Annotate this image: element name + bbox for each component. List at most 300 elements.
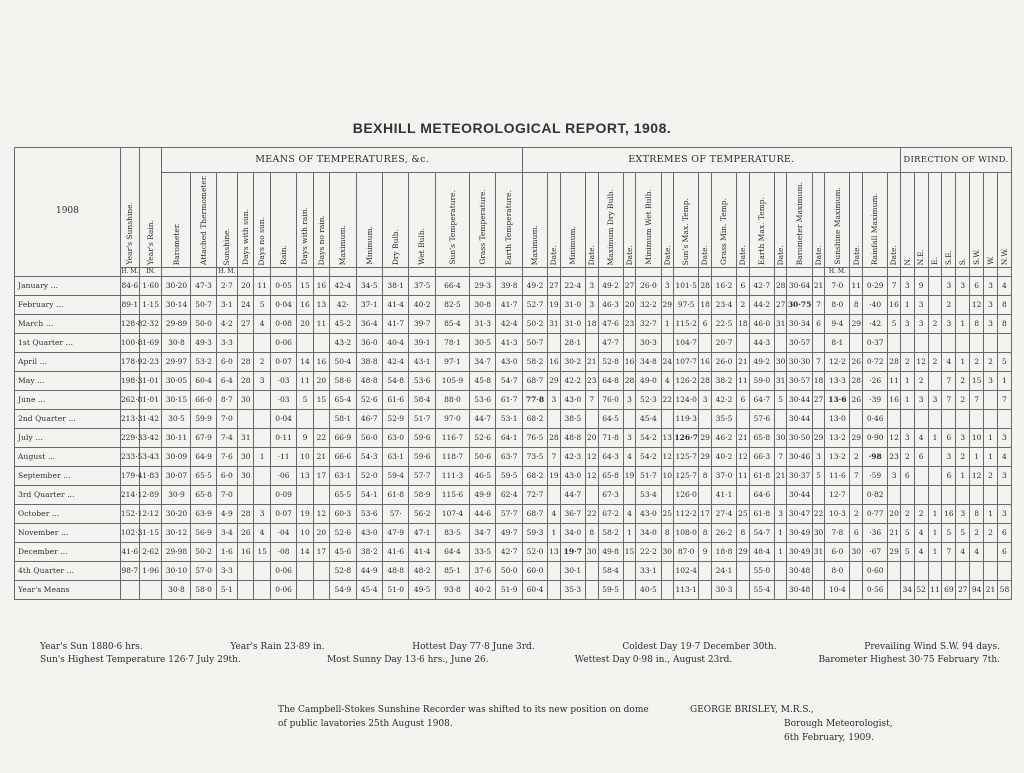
- table-cell: [942, 485, 956, 504]
- table-cell: 1·96: [139, 561, 162, 580]
- table-cell: 41·7: [383, 314, 409, 333]
- table-cell: [297, 409, 313, 428]
- table-cell: 29: [737, 542, 750, 561]
- table-cell: 38·1: [383, 276, 409, 295]
- table-cell: 30·8: [162, 580, 191, 599]
- table-cell: [585, 580, 598, 599]
- table-cell: 12·7: [825, 485, 850, 504]
- table-cell: 64·8: [598, 371, 623, 390]
- table-cell: [313, 409, 329, 428]
- table-cell: 4: [623, 504, 636, 523]
- table-cell: 102·4: [674, 561, 699, 580]
- means-column-label: Days with rain.: [300, 207, 310, 266]
- table-cell: 38·2: [356, 542, 382, 561]
- table-cell: 124·0: [674, 390, 699, 409]
- table-cell: 98·7: [120, 561, 139, 580]
- extremes-unit-cell: [522, 267, 547, 276]
- table-cell: 41·6: [383, 542, 409, 561]
- table-cell: [737, 561, 750, 580]
- table-cell: 7·0: [825, 276, 850, 295]
- wind-column-label: S.: [957, 257, 967, 266]
- table-cell: 41·4: [383, 295, 409, 314]
- row-label: March ...: [15, 314, 121, 333]
- table-cell: 52·8: [598, 352, 623, 371]
- table-cell: 1·69: [139, 333, 162, 352]
- table-cell: [984, 390, 998, 409]
- table-cell: 1: [548, 523, 561, 542]
- table-cell: 27·4: [711, 504, 736, 523]
- table-cell: 59·5: [598, 580, 623, 599]
- table-cell: 4: [997, 276, 1011, 295]
- table-cell: 20: [297, 314, 313, 333]
- table-cell: 28: [699, 276, 712, 295]
- means-unit-cell: H. M.: [216, 267, 237, 276]
- table-cell: 30: [774, 428, 787, 447]
- table-cell: 12: [914, 352, 928, 371]
- table-cell: 2: [900, 504, 914, 523]
- table-cell: 4·2: [216, 314, 237, 333]
- means-unit-cell: [383, 267, 409, 276]
- table-cell: ·40: [863, 295, 888, 314]
- header-row-columns: [15, 173, 1012, 268]
- table-cell: 2: [914, 504, 928, 523]
- table-cell: 68·2: [522, 466, 547, 485]
- table-cell: 36·0: [356, 333, 382, 352]
- table-cell: 26·0: [636, 276, 661, 295]
- table-cell: 52·0: [356, 466, 382, 485]
- table-cell: [254, 390, 270, 409]
- table-cell: 6: [812, 314, 825, 333]
- table-cell: 50·0: [496, 561, 522, 580]
- row-label: August ...: [15, 447, 121, 466]
- table-cell: 3: [984, 295, 998, 314]
- table-cell: 3: [548, 390, 561, 409]
- row-label: May ...: [15, 371, 121, 390]
- table-cell: 65·5: [330, 485, 356, 504]
- table-cell: [928, 561, 942, 580]
- table-cell: 0·37: [863, 333, 888, 352]
- table-cell: 31: [774, 314, 787, 333]
- table-cell: 41·7: [496, 295, 522, 314]
- table-cell: [699, 485, 712, 504]
- table-cell: 36·4: [356, 314, 382, 333]
- table-cell: [238, 580, 254, 599]
- table-cell: 0·29: [863, 276, 888, 295]
- table-cell: 33·1: [636, 561, 661, 580]
- table-cell: 4: [661, 371, 674, 390]
- signatory-title: Borough Meteorologist,: [784, 719, 893, 729]
- table-cell: 34·8: [636, 352, 661, 371]
- table-cell: 29: [850, 314, 863, 333]
- table-cell: [888, 485, 901, 504]
- means-column-header: [297, 173, 313, 268]
- table-cell: 2: [928, 352, 942, 371]
- table-cell: 57·7: [496, 504, 522, 523]
- table-cell: 115·6: [435, 485, 469, 504]
- table-cell: 6·0: [216, 352, 237, 371]
- table-cell: [984, 542, 998, 561]
- wind-column-label: N.E.: [916, 248, 926, 266]
- table-cell: 69: [942, 580, 956, 599]
- extremes-unit-cell: [850, 267, 863, 276]
- table-cell: 52·6: [469, 428, 495, 447]
- table-cell: 47·7: [598, 333, 623, 352]
- means-unit-cell: [469, 267, 495, 276]
- means-unit-cell: [254, 267, 270, 276]
- table-cell: 9·4: [825, 314, 850, 333]
- table-cell: [548, 409, 561, 428]
- table-cell: ·26: [863, 371, 888, 390]
- extremes-column-label: Maximum Dry Bulb.: [605, 188, 615, 266]
- table-cell: 8: [970, 314, 984, 333]
- table-cell: 63·1: [330, 466, 356, 485]
- table-cell: 46·2: [711, 428, 736, 447]
- table-cell: 61·8: [749, 466, 774, 485]
- table-cell: 97·5: [674, 295, 699, 314]
- table-cell: 1: [956, 314, 970, 333]
- table-cell: 8: [661, 523, 674, 542]
- extremes-column-header: [749, 173, 774, 268]
- table-cell: 38·8: [356, 352, 382, 371]
- table-cell: 3: [585, 276, 598, 295]
- table-cell: 47·1: [409, 523, 435, 542]
- row-label: 1st Quarter ...: [15, 333, 121, 352]
- table-cell: 7·0: [216, 409, 237, 428]
- table-cell: 66·4: [435, 276, 469, 295]
- table-cell: 52: [914, 580, 928, 599]
- table-cell: 5: [900, 542, 914, 561]
- table-cell: ·39: [863, 390, 888, 409]
- table-cell: 7: [942, 542, 956, 561]
- means-unit-cell: [238, 267, 254, 276]
- table-cell: [623, 333, 636, 352]
- table-cell: 7·6: [216, 447, 237, 466]
- table-cell: 68·7: [522, 504, 547, 523]
- extremes-unit-cell: [749, 267, 774, 276]
- table-cell: 2: [850, 504, 863, 523]
- table-cell: 72·7: [522, 485, 547, 504]
- table-cell: [956, 295, 970, 314]
- table-cell: 30·20: [162, 504, 191, 523]
- wind-column-label: S.W.: [971, 249, 981, 266]
- means-unit-cell: [191, 267, 216, 276]
- row-label: November ...: [15, 523, 121, 542]
- month-row: [15, 295, 1012, 314]
- table-cell: 5: [900, 523, 914, 542]
- table-cell: 5: [774, 390, 787, 409]
- table-cell: ·03: [270, 371, 296, 390]
- table-cell: 9: [914, 276, 928, 295]
- table-cell: [914, 409, 928, 428]
- table-cell: 1: [928, 542, 942, 561]
- extremes-unit-cell: [711, 267, 736, 276]
- table-cell: 64·7: [749, 390, 774, 409]
- table-cell: 37·6: [469, 561, 495, 580]
- table-cell: 31: [548, 314, 561, 333]
- table-cell: 39·7: [409, 314, 435, 333]
- extremes-column-label: Date.: [624, 244, 634, 266]
- extremes-column-header: [774, 173, 787, 268]
- table-cell: 68·2: [522, 409, 547, 428]
- table-cell: [623, 561, 636, 580]
- row-label: 4th Quarter ...: [15, 561, 121, 580]
- table-cell: 44·2: [749, 295, 774, 314]
- table-cell: 30·07: [162, 466, 191, 485]
- means-column-label: Barometer.: [171, 222, 181, 266]
- table-cell: 2·89: [139, 485, 162, 504]
- extremes-column-label: Date.: [586, 244, 596, 266]
- table-cell: ·67: [863, 542, 888, 561]
- table-cell: 39·1: [409, 333, 435, 352]
- table-cell: 5: [956, 523, 970, 542]
- table-cell: 30: [238, 466, 254, 485]
- table-cell: 3: [956, 504, 970, 523]
- table-cell: 3: [942, 447, 956, 466]
- summary-footer: [40, 641, 1000, 667]
- table-cell: 11: [254, 276, 270, 295]
- table-cell: 55·4: [749, 580, 774, 599]
- means-column-header: [313, 173, 329, 268]
- table-cell: 21: [984, 580, 998, 599]
- wind-column-header: [984, 173, 998, 268]
- table-cell: 31: [812, 542, 825, 561]
- table-cell: 34: [900, 580, 914, 599]
- table-cell: 22·5: [711, 314, 736, 333]
- table-cell: 55·0: [749, 561, 774, 580]
- table-cell: 3: [774, 504, 787, 523]
- table-cell: 41·4: [409, 542, 435, 561]
- table-cell: 6: [942, 466, 956, 485]
- wind-unit-cell: [997, 267, 1011, 276]
- table-cell: [956, 333, 970, 352]
- means-unit-cell: [409, 267, 435, 276]
- signature-block: [690, 703, 893, 745]
- table-cell: 30·48: [787, 580, 812, 599]
- table-cell: 11: [737, 371, 750, 390]
- extremes-unit-cell: [812, 267, 825, 276]
- table-cell: 51·7: [409, 409, 435, 428]
- table-cell: [942, 333, 956, 352]
- table-cell: 0·07: [270, 504, 296, 523]
- table-cell: 20: [888, 504, 901, 523]
- table-cell: 22: [313, 428, 329, 447]
- table-cell: 4·9: [216, 504, 237, 523]
- table-cell: 43·0: [636, 504, 661, 523]
- table-cell: 30: [585, 542, 598, 561]
- means-unit-cell: [496, 267, 522, 276]
- table-cell: 52·7: [522, 295, 547, 314]
- table-cell: 0·04: [270, 409, 296, 428]
- table-cell: 28·1: [560, 333, 585, 352]
- table-cell: [254, 580, 270, 599]
- table-cell: 7: [585, 390, 598, 409]
- table-cell: 30: [812, 523, 825, 542]
- table-cell: [254, 485, 270, 504]
- table-cell: ·04: [270, 523, 296, 542]
- summary-row: [15, 485, 1012, 504]
- table-cell: 59·6: [409, 428, 435, 447]
- table-cell: 53·2: [191, 352, 216, 371]
- table-cell: 3: [888, 466, 901, 485]
- table-cell: 15: [297, 276, 313, 295]
- table-cell: 7: [774, 447, 787, 466]
- table-cell: 51·9: [496, 580, 522, 599]
- table-cell: 29: [699, 428, 712, 447]
- wind-column-label: N.W.: [999, 247, 1009, 266]
- table-cell: [699, 333, 712, 352]
- table-cell: [774, 485, 787, 504]
- table-cell: 48·2: [409, 561, 435, 580]
- table-cell: 0·56: [863, 580, 888, 599]
- table-cell: 87·0: [674, 542, 699, 561]
- table-cell: [942, 561, 956, 580]
- row-label: Year's Means: [15, 580, 121, 599]
- table-cell: 7: [812, 352, 825, 371]
- table-cell: 4: [914, 542, 928, 561]
- table-cell: 59·9: [191, 409, 216, 428]
- table-cell: 54·7: [749, 523, 774, 542]
- table-cell: 125·7: [674, 466, 699, 485]
- table-cell: [585, 409, 598, 428]
- table-cell: [548, 580, 561, 599]
- table-cell: 57·: [383, 504, 409, 523]
- table-cell: 30·15: [162, 390, 191, 409]
- table-cell: 83·5: [435, 523, 469, 542]
- table-cell: 42·2: [560, 371, 585, 390]
- table-cell: 43·0: [560, 466, 585, 485]
- year-total-header: [139, 148, 162, 268]
- table-cell: 1·15: [139, 523, 162, 542]
- table-cell: 65·8: [191, 485, 216, 504]
- table-cell: 30·09: [162, 447, 191, 466]
- table-cell: 15: [254, 542, 270, 561]
- table-cell: [297, 333, 313, 352]
- extremes-unit-cell: H. M.: [825, 267, 850, 276]
- table-cell: 44·9: [356, 561, 382, 580]
- table-cell: 27: [548, 276, 561, 295]
- table-cell: 0·06: [270, 561, 296, 580]
- table-cell: 43·1: [409, 352, 435, 371]
- table-cell: 229·3: [120, 428, 139, 447]
- table-cell: [737, 333, 750, 352]
- table-cell: 58·4: [598, 561, 623, 580]
- table-cell: 30: [661, 542, 674, 561]
- table-cell: 7: [997, 390, 1011, 409]
- table-cell: 27: [623, 276, 636, 295]
- table-cell: 44·6: [469, 504, 495, 523]
- table-cell: 50·4: [330, 352, 356, 371]
- years-rain: Year's Rain 23·89 in.: [230, 642, 325, 652]
- wind-column-label: E.: [930, 257, 940, 266]
- means-column-header: [496, 173, 522, 268]
- table-cell: 12: [313, 504, 329, 523]
- table-cell: 6: [900, 466, 914, 485]
- table-cell: 30·10: [162, 561, 191, 580]
- table-cell: 2: [900, 352, 914, 371]
- table-cell: 3: [997, 504, 1011, 523]
- table-cell: 1: [970, 447, 984, 466]
- table-cell: 152·1: [120, 504, 139, 523]
- table-cell: 128·8: [120, 314, 139, 333]
- summary-line-2: [40, 654, 1000, 667]
- sunshine-unit: H. M.: [121, 267, 139, 275]
- extremes-column-header: [585, 173, 598, 268]
- table-cell: 19: [548, 295, 561, 314]
- table-cell: [254, 466, 270, 485]
- table-cell: 2·7: [216, 276, 237, 295]
- table-cell: 30·9: [162, 485, 191, 504]
- table-cell: 13·6: [825, 390, 850, 409]
- table-cell: 52·9: [383, 409, 409, 428]
- sun-highest-temp: Sun's Highest Temperature 126·7 July 29th.: [40, 655, 241, 665]
- table-cell: 63·9: [191, 504, 216, 523]
- extremes-column-label: Sunshine Maximum.: [832, 187, 842, 266]
- summary-line-1: [40, 641, 1000, 654]
- table-cell: 111·3: [435, 466, 469, 485]
- table-cell: 60·4: [522, 580, 547, 599]
- means-column-header: [238, 173, 254, 268]
- table-cell: 52·6: [330, 523, 356, 542]
- table-cell: 33·5: [469, 542, 495, 561]
- table-cell: 4: [956, 542, 970, 561]
- table-cell: 3: [661, 276, 674, 295]
- table-cell: 11: [928, 580, 942, 599]
- table-cell: 16: [888, 295, 901, 314]
- extremes-unit-cell: [598, 267, 623, 276]
- table-cell: [737, 580, 750, 599]
- table-cell: 0·60: [863, 561, 888, 580]
- table-cell: 30·64: [787, 276, 812, 295]
- table-cell: [313, 580, 329, 599]
- table-cell: [661, 409, 674, 428]
- table-cell: 3·42: [139, 428, 162, 447]
- table-cell: 0·82: [863, 485, 888, 504]
- table-cell: 107·4: [435, 504, 469, 523]
- table-cell: 42·2: [711, 390, 736, 409]
- table-cell: 8·1: [825, 333, 850, 352]
- table-cell: 64·9: [191, 447, 216, 466]
- extremes-column-label: Maximum.: [530, 224, 540, 266]
- table-cell: 84·6: [120, 276, 139, 295]
- table-cell: 49·2: [598, 276, 623, 295]
- extremes-column-label: Date.: [662, 244, 672, 266]
- table-cell: 30·3: [636, 333, 661, 352]
- table-cell: 0·07: [270, 352, 296, 371]
- table-cell: [928, 447, 942, 466]
- table-cell: 29: [812, 428, 825, 447]
- table-cell: 1·42: [139, 409, 162, 428]
- month-row: [15, 466, 1012, 485]
- table-cell: 30·20: [162, 276, 191, 295]
- table-cell: 61·8: [383, 485, 409, 504]
- table-cell: 44·7: [469, 409, 495, 428]
- table-cell: 7: [850, 466, 863, 485]
- table-cell: 30·8: [162, 333, 191, 352]
- month-row: [15, 542, 1012, 561]
- table-cell: 28: [238, 371, 254, 390]
- table-cell: 53·4: [636, 485, 661, 504]
- table-cell: [585, 485, 598, 504]
- table-cell: 28: [850, 371, 863, 390]
- month-row: [15, 276, 1012, 295]
- table-cell: [737, 409, 750, 428]
- table-cell: 60·0: [522, 561, 547, 580]
- table-cell: 21: [888, 523, 901, 542]
- table-cell: 50·0: [191, 314, 216, 333]
- table-cell: 31·0: [560, 295, 585, 314]
- barometer-highest: Barometer Highest 30·75 February 7th.: [818, 655, 1000, 665]
- table-cell: 22·4: [560, 276, 585, 295]
